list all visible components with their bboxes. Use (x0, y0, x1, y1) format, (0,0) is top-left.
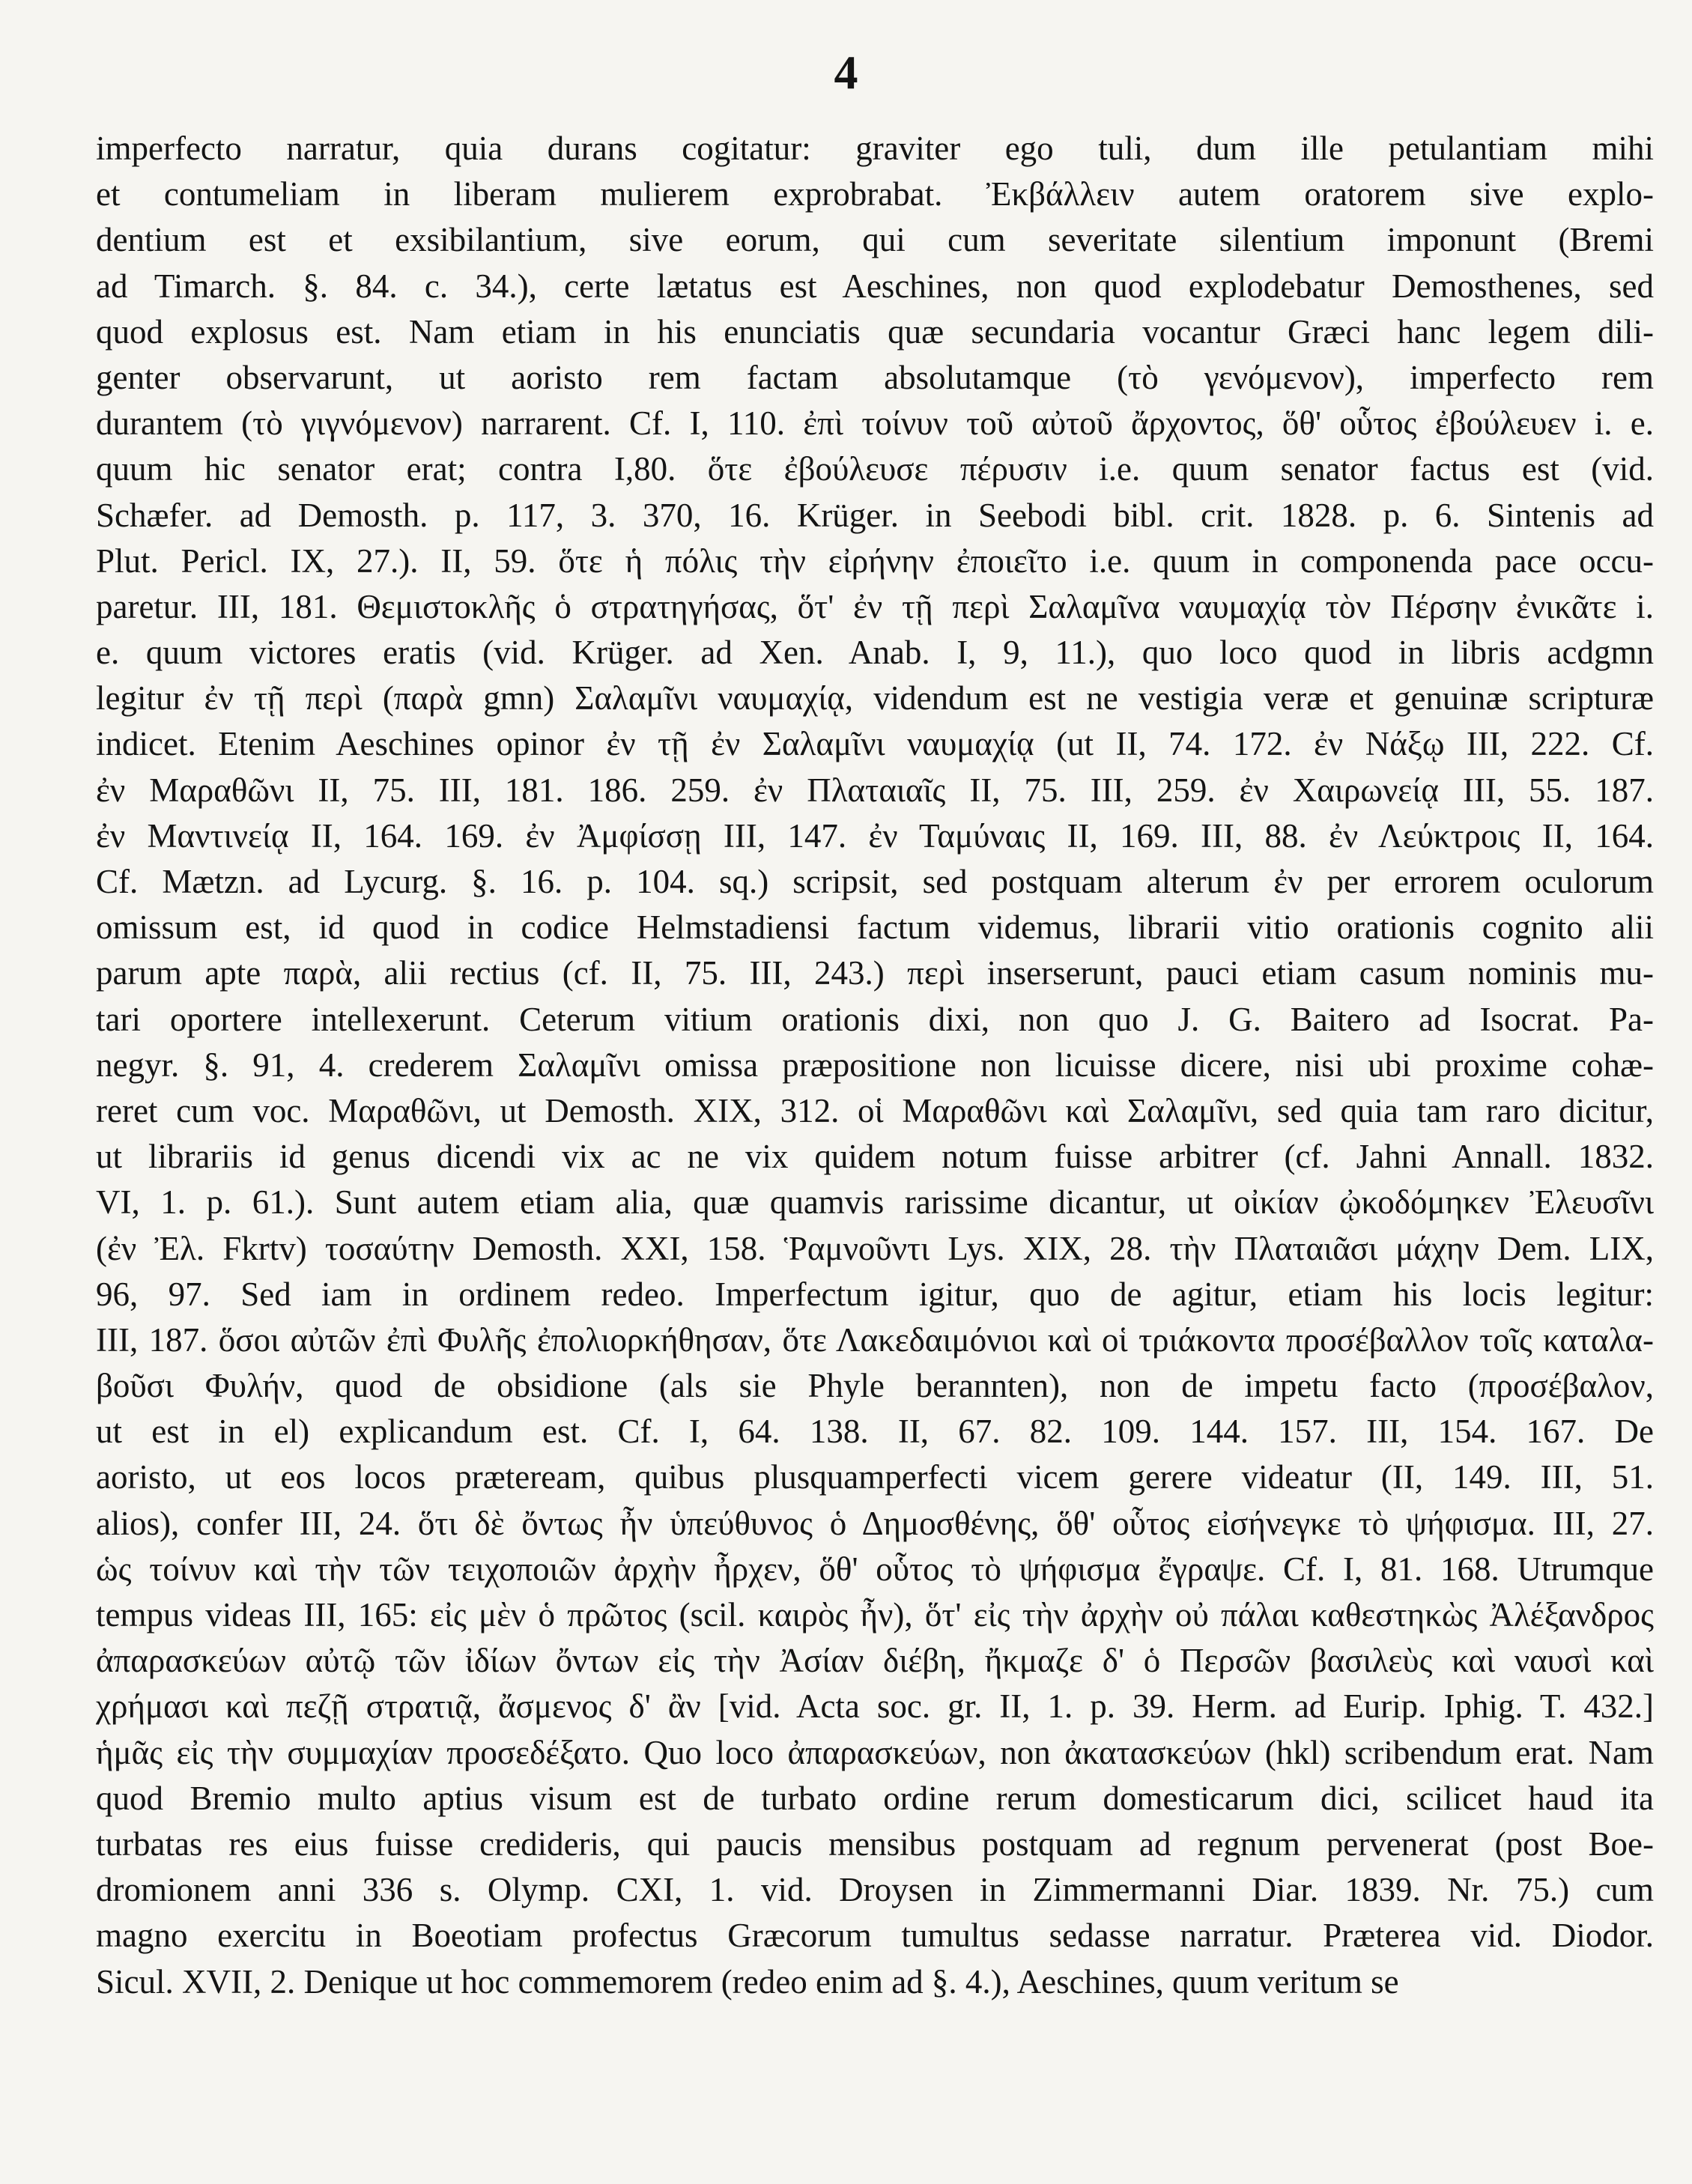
text-line: ἐν Μαντινείᾳ II, 164. 169. ἐν Ἀμφίσσῃ III, 147. ἐν Ταμύναις II, 169. III, 88. ἐν Λεύκτροις II, 164. (96, 816, 1654, 855)
text-line: parum apte παρὰ, alii rectius (cf. II, 75. III, 243.) περὶ inserserunt, pauci etiam casum nominis mu- (96, 954, 1654, 992)
text-line: βοῦσι Φυλήν, quod de obsidione (als sie Phyle berannten), non de impetu facto (προσέβαλον, (96, 1367, 1654, 1405)
text-line: aoristo, ut eos locos præteream, quibus plusquamperfecti vicem gerere videatur (II, 149. III, 51. (96, 1458, 1654, 1496)
text-line: quod explosus est. Nam etiam in his enunciatis quæ secundaria vocantur Græci hanc legem dili- (96, 312, 1654, 351)
text-line: χρήμασι καὶ πεζῇ στρατιᾷ, ἄσμενος δ' ἂν [vid. Acta soc. gr. II, 1. p. 39. Herm. ad Eurip. Iphig. T. 432.] (96, 1687, 1654, 1726)
text-line: genter observarunt, ut aoristo rem factam absolutamque (τὸ γενόμενον), imperfecto rem (96, 358, 1654, 396)
text-line: dromionem anni 336 s. Olymp. CXI, 1. vid. Droysen in Zimmermanni Diar. 1839. Nr. 75.) cum (96, 1871, 1654, 1909)
text-line: tempus videas III, 165: εἰς μὲν ὁ πρῶτος (scil. καιρὸς ἦν), ὅτ' εἰς τὴν ἀρχὴν οὐ πάλαι καθεστηκὼς Ἀλέξανδρος (96, 1596, 1654, 1634)
text-line: Plut. Pericl. IX, 27.). II, 59. ὅτε ἡ πόλις τὴν εἰρήνην ἐποιεῖτο i.e. quum in componenda pace occu- (96, 542, 1654, 580)
text-line: ἀπαρασκεύων αὐτῷ τῶν ἰδίων ὄντων εἰς τὴν Ἀσίαν διέβη, ἤκμαζε δ' ὁ Περσῶν βασιλεὺς καὶ ναυσὶ καὶ (96, 1642, 1654, 1680)
text-line: ad Timarch. §. 84. c. 34.), certe lætatus est Aeschines, non quod explodebatur Demosthenes, sed (96, 267, 1654, 305)
text-line: magno exercitu in Boeotiam profectus Græcorum tumultus sedasse narratur. Præterea vid. Diodor. (96, 1917, 1654, 1955)
text-line: e. quum victores eratis (vid. Krüger. ad Xen. Anab. I, 9, 11.), quo loco quod in libris acdgmn (96, 634, 1654, 672)
text-line: dentium est et exsibilantium, sive eorum, qui cum severitate silentium imponunt (Bremi (96, 221, 1654, 259)
text-line: ἐν Μαραθῶνι II, 75. III, 181. 186. 259. ἐν Πλαταιαῖς II, 75. III, 259. ἐν Χαιρωνείᾳ III, 55. 187. (96, 771, 1654, 809)
text-line: paretur. III, 181. Θεμιστοκλῆς ὁ στρατηγήσας, ὅτ' ἐν τῇ περὶ Σαλαμῖνα ναυμαχίᾳ τὸν Πέρσην ἐνικᾶτε i. (96, 587, 1654, 625)
text-line: quum hic senator erat; contra I,80. ὅτε ἐβούλευσε πέρυσιν i.e. quum senator factus est (vid. (96, 450, 1654, 488)
text-line: indicet. Etenim Aeschines opinor ἐν τῇ ἐν Σαλαμῖνι ναυμαχίᾳ (ut II, 74. 172. ἐν Νάξῳ III, 222. Cf. (96, 725, 1654, 763)
text-line: et contumeliam in liberam mulierem exprobrabat. Ἐκβάλλειν autem oratorem sive explo- (96, 175, 1654, 213)
text-line: tari oportere intellexerunt. Ceterum vitium orationis dixi, non quo J. G. Baitero ad Isocrat. Pa- (96, 1000, 1654, 1038)
text-line: quod Bremio multo aptius visum est de turbato ordine rerum domesticarum dici, scilicet haud ita (96, 1779, 1654, 1817)
text-line: negyr. §. 91, 4. crederem Σαλαμῖνι omissa præpositione non licuisse dicere, nisi ubi proxime cohæ- (96, 1046, 1654, 1084)
text-line: reret cum voc. Μαραθῶνι, ut Demosth. XIX, 312. οἱ Μαραθῶνι καὶ Σαλαμῖνι, sed quia tam raro dicitur, (96, 1091, 1654, 1129)
text-line: alios), confer III, 24. ὅτι δὲ ὄντως ἦν ὑπεύθυνος ὁ Δημοσθένης, ὅθ' οὗτος εἰσήνεγκε τὸ ψήφισμα. III, 27. (96, 1504, 1654, 1542)
body-text (96, 126, 1654, 2005)
text-line: ὡς τοίνυν καὶ τὴν τῶν τειχοποιῶν ἀρχὴν ἦρχεν, ὅθ' οὗτος τὸ ψήφισμα ἔγραψε. Cf. I, 81. 168. Utrumque (96, 1550, 1654, 1588)
text-line: turbatas res eius fuisse credideris, qui paucis mensibus postquam ad regnum pervenerat (post Boe- (96, 1824, 1654, 1863)
text-line: Cf. Mætzn. ad Lycurg. §. 16. p. 104. sq.) scripsit, sed postquam alterum ἐν per errorem oculorum (96, 863, 1654, 900)
text-line: ut est in el) explicandum est. Cf. I, 64. 138. II, 67. 82. 109. 144. 157. III, 154. 167. De (96, 1413, 1654, 1451)
text-line: omissum est, id quod in codice Helmstadiensi factum videmus, librarii vitio orationis cognito alii (96, 909, 1654, 947)
text-line: VI, 1. p. 61.). Sunt autem etiam alia, quæ quamvis rarissime dicantur, ut οἰκίαν ᾠκοδόμηκεν Ἐλευσῖνι (96, 1183, 1654, 1222)
text-line: 96, 97. Sed iam in ordinem redeo. Imperfectum igitur, quo de agitur, etiam his locis legitur: (96, 1275, 1654, 1313)
text-line: durantem (τὸ γιγνόμενον) narrarent. Cf. I, 110. ἐπὶ τοίνυν τοῦ αὐτοῦ ἄρχοντος, ὅθ' οὗτος ἐβούλευεν i. e. (96, 404, 1654, 443)
text-line: imperfecto narratur, quia durans cogitatur: graviter ego tuli, dum ille petulantiam mihi (96, 130, 1654, 167)
page-number: 4 (834, 46, 858, 99)
text-line: ἡμᾶς εἰς τὴν συμμαχίαν προσεδέξατο. Quo loco ἀπαρασκεύων, non ἀκατασκεύων (hkl) scribendum erat. Nam (96, 1733, 1654, 1771)
text-line: (ἐν Ἐλ. Fkrtv) τοσαύτην Demosth. XXI, 158. Ῥαμνοῦντι Lys. XIX, 28. τὴν Πλαταιᾶσι μάχην Dem. LIX, (96, 1229, 1654, 1267)
text-line: Sicul. XVII, 2. Denique ut hoc commemorem (redeo enim ad §. 4.), Aeschines, quum veritum se (96, 1962, 1399, 2001)
text-line: legitur ἐν τῇ περὶ (παρὰ gmn) Σαλαμῖνι ναυμαχίᾳ, videndum est ne vestigia veræ et genuinæ scripturæ (96, 679, 1654, 718)
text-line: Schæfer. ad Demosth. p. 117, 3. 370, 16. Krüger. in Seebodi bibl. crit. 1828. p. 6. Sintenis ad (96, 496, 1654, 534)
text-line: III, 187. ὅσοι αὐτῶν ἐπὶ Φυλῆς ἐπολιορκήθησαν, ὅτε Λακεδαιμόνιοι καὶ οἱ τριάκοντα προσέβαλλον τοῖς καταλα- (96, 1320, 1654, 1359)
text-line: ut librariis id genus dicendi vix ac ne vix quidem notum fuisse arbitrer (cf. Jahni Annall. 1832. (96, 1138, 1654, 1176)
